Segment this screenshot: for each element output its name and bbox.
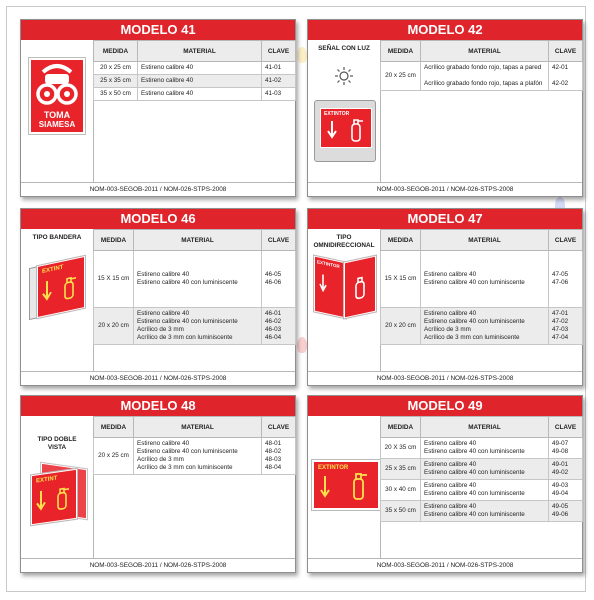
omni-sign-right-face xyxy=(344,256,376,319)
model-41-table xyxy=(93,40,296,101)
lighted-sign-box xyxy=(314,100,376,162)
col-header-medida: MEDIDA xyxy=(94,417,134,438)
arrow-down-icon xyxy=(42,280,52,302)
extintor-sign xyxy=(312,460,380,510)
norm-footer: NOM-003-SEGOB-2011 / NOM-026-STPS-2008 xyxy=(21,558,295,572)
col-header-clave: CLAVE xyxy=(549,230,583,251)
table-row: 30 x 40 cm Estireno calibre 40 Estireno calibre 40 con luminiscente 49-03 49-04 xyxy=(381,480,583,501)
sign-text-line2: SIAMESA xyxy=(38,120,76,129)
model-title: MODELO 48 xyxy=(21,396,295,417)
col-header-medida: MEDIDA xyxy=(94,41,138,62)
double-view-sign-face xyxy=(31,469,77,525)
sign-image-cell xyxy=(21,229,94,372)
model-42-table xyxy=(380,40,583,91)
col-header-clave: CLAVE xyxy=(262,41,296,62)
sign-image-cell xyxy=(308,416,381,559)
table-row: 20 x 25 cm Estireno calibre 40 41-01 xyxy=(94,62,296,75)
col-header-material: MATERIAL xyxy=(134,230,262,251)
fire-extinguisher-icon xyxy=(352,274,368,301)
table-row: 35 x 50 cm Estireno calibre 40 41-03 xyxy=(94,88,296,101)
table-row: 20 x 25 cm Estireno calibre 40 Estireno calibre 40 con luminiscente Acrílico de 3 mm Acrílico de 3 mm con luminiscente 48-01 48-02 48-03 48-04 xyxy=(94,438,296,475)
arrow-down-icon xyxy=(319,274,327,294)
fire-extinguisher-icon xyxy=(54,486,70,512)
model-48-card xyxy=(20,395,296,573)
model-title: MODELO 49 xyxy=(308,396,582,417)
norm-footer: NOM-003-SEGOB-2011 / NOM-026-STPS-2008 xyxy=(308,558,582,572)
model-title: MODELO 46 xyxy=(21,209,295,230)
norm-footer: NOM-003-SEGOB-2011 / NOM-026-STPS-2008 xyxy=(21,371,295,385)
lighted-sign-face xyxy=(320,108,372,148)
norm-footer: NOM-003-SEGOB-2011 / NOM-026-STPS-2008 xyxy=(21,182,295,196)
sign-type-label: TIPO DOBLE VISTA xyxy=(37,436,77,451)
arrow-down-icon xyxy=(320,476,330,498)
sign-image-cell xyxy=(308,229,381,372)
col-header-clave: CLAVE xyxy=(262,417,296,438)
model-49-table xyxy=(380,416,583,522)
col-header-material: MATERIAL xyxy=(138,41,262,62)
model-42-card xyxy=(307,19,583,197)
model-48-table xyxy=(93,416,296,475)
table-row: 20 x 20 cm Estireno calibre 40 Estireno calibre 40 con luminiscente Acrílico de 3 mm Acrílico de 3 mm con luminiscente 47-01 47-02 47-03 47-04 xyxy=(381,308,583,345)
sign-text: EXTINTOR xyxy=(317,259,340,270)
col-header-medida: MEDIDA xyxy=(381,230,421,251)
arrow-down-icon xyxy=(327,121,337,139)
col-header-material: MATERIAL xyxy=(421,417,549,438)
flame-watermark-icon xyxy=(297,47,307,63)
table-row: 20 X 35 cm Estireno calibre 40 Estireno calibre 40 con luminiscente 49-07 49-08 xyxy=(381,438,583,459)
model-title: MODELO 42 xyxy=(308,20,582,41)
table-row: 15 X 15 cm Estireno calibre 40 Estireno calibre 40 con luminiscente 47-05 47-06 xyxy=(381,251,583,308)
table-row: 20 x 20 cm Estireno calibre 40 Estireno calibre 40 con luminiscente Acrílico de 3 mm Acrílico de 3 mm con luminiscente 46-01 46-02 46-03 46-04 xyxy=(94,308,296,345)
model-46-table xyxy=(93,229,296,345)
sign-type-label: TIPO OMNIDIRECCIONAL xyxy=(313,234,375,249)
col-header-clave: CLAVE xyxy=(549,417,583,438)
table-row: 25 x 35 cm Estireno calibre 40 Estireno calibre 40 con luminiscente 49-01 49-02 xyxy=(381,459,583,480)
table-row: 15 X 15 cm Estireno calibre 40 Estireno calibre 40 con luminiscente 46-05 46-06 xyxy=(94,251,296,308)
col-header-clave: CLAVE xyxy=(262,230,296,251)
sign-text-line1: TOMA xyxy=(43,110,71,120)
col-header-medida: MEDIDA xyxy=(381,41,421,62)
model-title: MODELO 41 xyxy=(21,20,295,41)
sign-image-cell xyxy=(21,40,94,183)
col-header-clave: CLAVE xyxy=(549,41,583,62)
model-41-card xyxy=(20,19,296,197)
sign-text: EXTINTOR xyxy=(318,465,349,471)
table-row: 20 x 25 cm Acrílico grabado fondo rojo, tapas a pared Acrílico grabado fondo rojo, tapas a plafón 42-01 42-02 xyxy=(381,62,583,91)
col-header-medida: MEDIDA xyxy=(381,417,421,438)
model-title: MODELO 47 xyxy=(308,209,582,230)
sign-image-cell xyxy=(21,416,94,559)
sign-image-cell xyxy=(308,40,381,183)
col-header-medida: MEDIDA xyxy=(94,230,134,251)
light-bulb-icon xyxy=(334,66,354,86)
sign-type-label: SEÑAL CON LUZ xyxy=(318,45,370,52)
toma-siamesa-sign xyxy=(29,58,85,134)
omni-sign-left-face xyxy=(314,256,346,319)
model-49-card xyxy=(307,395,583,573)
table-row: 25 x 35 cm Estireno calibre 40 41-02 xyxy=(94,75,296,88)
siamese-connection-icon xyxy=(31,62,83,108)
sign-text: EXTINTOR xyxy=(324,111,350,117)
fire-extinguisher-icon xyxy=(348,471,368,501)
col-header-material: MATERIAL xyxy=(134,417,262,438)
catalog-page xyxy=(6,6,586,592)
table-row: 35 x 50 cm Estireno calibre 40 Estireno calibre 40 con luminiscente 49-05 49-06 xyxy=(381,501,583,522)
col-header-material: MATERIAL xyxy=(421,230,549,251)
norm-footer: NOM-003-SEGOB-2011 / NOM-026-STPS-2008 xyxy=(308,182,582,196)
sign-text: EXTINT xyxy=(36,475,58,485)
model-47-table xyxy=(380,229,583,345)
arrow-down-icon xyxy=(36,490,46,511)
fire-extinguisher-icon xyxy=(347,117,365,143)
norm-footer: NOM-003-SEGOB-2011 / NOM-026-STPS-2008 xyxy=(308,371,582,385)
sign-type-label: TIPO BANDERA xyxy=(32,234,82,241)
sign-text: EXTINT xyxy=(42,264,64,276)
model-47-card xyxy=(307,208,583,386)
col-header-material: MATERIAL xyxy=(421,41,549,62)
model-46-card xyxy=(20,208,296,386)
flame-watermark-icon xyxy=(297,337,307,353)
fire-extinguisher-icon xyxy=(60,274,78,302)
flag-sign-face xyxy=(37,256,85,318)
